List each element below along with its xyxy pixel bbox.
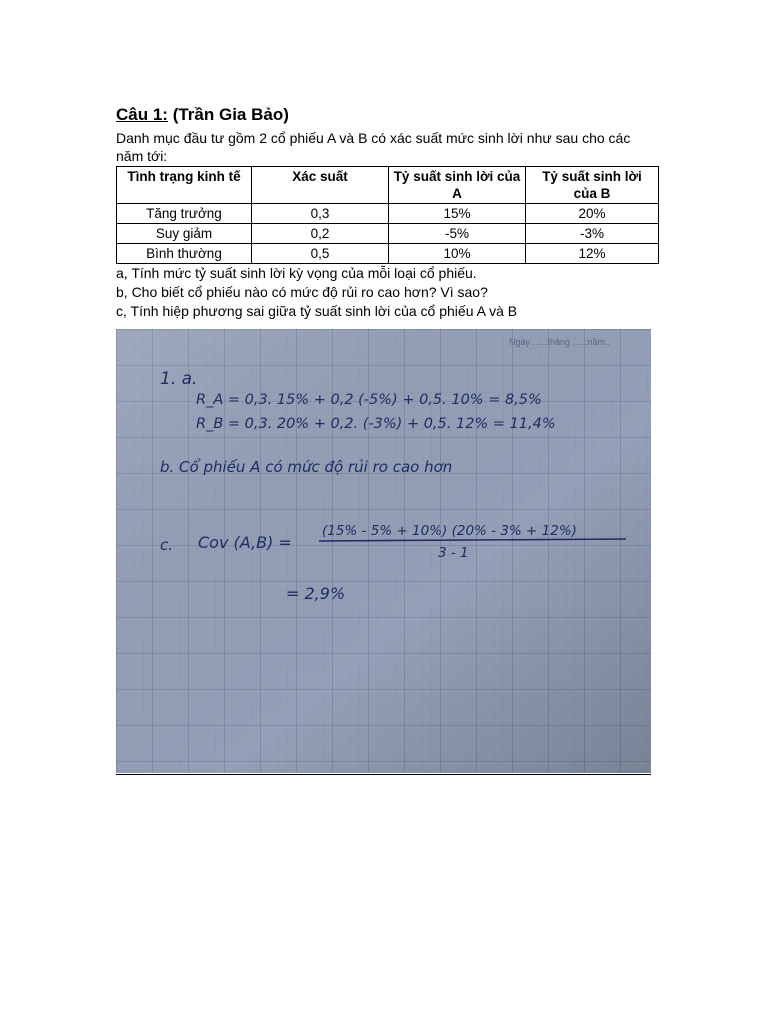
- problem-intro: Danh mục đầu tư gồm 2 cổ phiếu A và B có xác suất mức sinh lời như sau cho các năm tới:: [116, 130, 631, 164]
- table-cell: 20%: [526, 204, 659, 224]
- table-cell: 0,2: [251, 224, 388, 244]
- solution-ra-line: R_A = 0,3. 15% + 0,2 (-5%) + 0,5. 10% = 8,5%: [196, 392, 542, 408]
- cov-denominator: 3 - 1: [438, 545, 469, 561]
- table-cell: 15%: [389, 204, 526, 224]
- solution-part-b: b. Cổ phiếu A có mức độ rủi ro cao hơn: [160, 458, 453, 476]
- question-b: b, Cho biết cổ phiếu nào có mức độ rủi ro cao hơn? Vì sao?: [116, 284, 488, 300]
- handwritten-solution-photo: [116, 329, 651, 773]
- table-cell: 0,3: [251, 204, 388, 224]
- table-cell: -5%: [389, 224, 526, 244]
- col-header-economy: Tình trạng kinh tế: [117, 167, 252, 204]
- table-row: [117, 224, 659, 244]
- question-title: [116, 104, 660, 126]
- table-cell: 12%: [526, 244, 659, 264]
- notebook-page: [116, 329, 651, 773]
- table-row: [117, 244, 659, 264]
- table-cell: -3%: [526, 224, 659, 244]
- bottom-divider: [116, 774, 651, 775]
- question-label: Câu 1:: [116, 105, 168, 124]
- solution-rb-line: R_B = 0,3. 20% + 0,2. (-3%) + 0,5. 12% = 11,4%: [196, 416, 556, 432]
- cov-lhs: Cov (A,B) =: [198, 533, 292, 552]
- cov-result: = 2,9%: [286, 584, 346, 603]
- col-header-return-b: Tỷ suất sinh lời của B: [526, 167, 659, 204]
- table-cell: 10%: [389, 244, 526, 264]
- question-c: c, Tính hiệp phương sai giữa tỷ suất sinh lời của cổ phiếu A và B: [116, 303, 518, 319]
- probability-table: [116, 166, 659, 264]
- table-cell: Tăng trưởng: [117, 204, 252, 224]
- document: [116, 104, 660, 321]
- solution-part-a-label: 1. a.: [160, 369, 198, 389]
- col-header-return-a: Tỷ suất sinh lời của A: [389, 167, 526, 204]
- solution-part-c-label: c.: [160, 536, 174, 554]
- table-row: [117, 204, 659, 224]
- table-cell: 0,5: [251, 244, 388, 264]
- question-a: a, Tính mức tỷ suất sinh lời kỳ vọng của mỗi loại cổ phiếu.: [116, 265, 477, 281]
- author-name: (Trần Gia Bảo): [167, 105, 289, 124]
- table-cell: Bình thường: [117, 244, 252, 264]
- table-header-row: [117, 167, 659, 204]
- cov-numerator: (15% - 5% + 10%) (20% - 3% + 12%): [322, 523, 577, 539]
- table-cell: Suy giảm: [117, 224, 252, 244]
- paper-date-header: Ngày ......tháng ......năm..: [509, 337, 611, 347]
- col-header-probability: Xác suất: [251, 167, 388, 204]
